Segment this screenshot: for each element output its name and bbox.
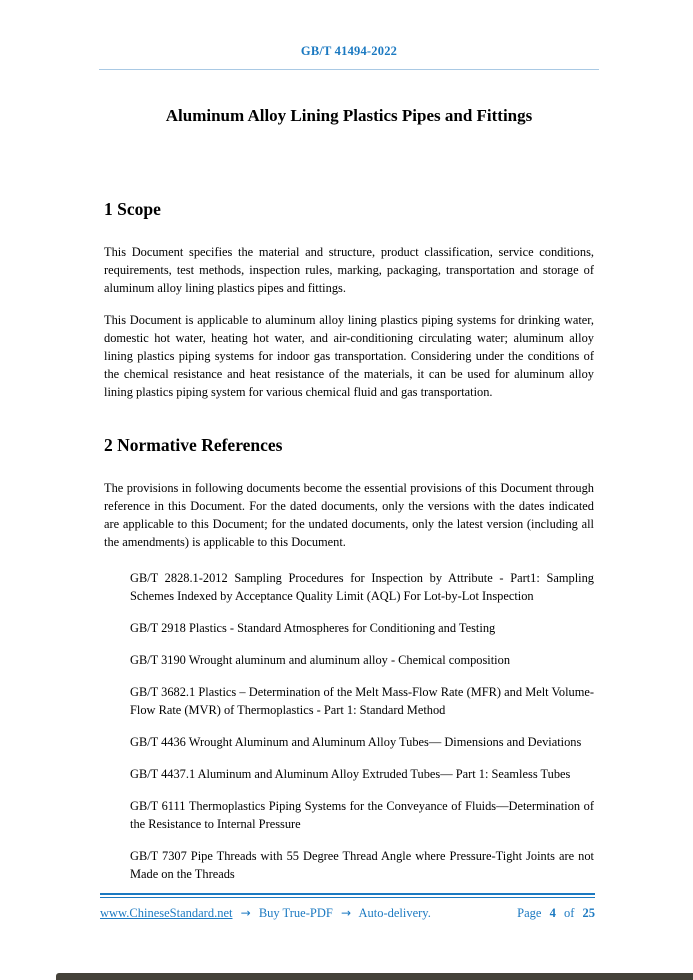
section-scope — [104, 199, 594, 401]
reference-list — [130, 569, 594, 883]
normative-intro-paragraph: The provisions in following documents become the essential provisions of this Document through reference in this Document. For the dated documents, only the versions with the dates indicated are applicable to this Document; for the undated documents, only the latest version (including all the amendments) is applicable to this Document. — [104, 481, 594, 549]
page-label: Page — [517, 906, 542, 920]
reference-item: GB/T 2828.1-2012 Sampling Procedures for Inspection by Attribute - Part1: Sampling Schemes Indexed by Acceptance Quality Limit (AQL) For Lot-by-Lot Inspection — [130, 571, 594, 603]
footer-divider — [100, 893, 595, 898]
footer-buy-text: Buy True-PDF — [258, 906, 333, 920]
website-link[interactable]: www.ChineseStandard.net — [100, 906, 233, 920]
page-of-label: of — [563, 906, 575, 920]
reference-item: GB/T 4436 Wrought Aluminum and Aluminum Alloy Tubes— Dimensions and Deviations — [130, 735, 582, 749]
page-total: 25 — [582, 906, 595, 920]
footer-delivery-text: Auto-delivery. — [358, 906, 431, 920]
arrow-icon: → — [340, 906, 351, 920]
page-header — [104, 44, 594, 70]
reference-item: GB/T 3682.1 Plastics – Determination of the Melt Mass-Flow Rate (MFR) and Melt Volume-Flow Rate (MVR) of Thermoplastics - Part 1: Standard Method — [130, 685, 594, 717]
reference-item: GB/T 2918 Plastics - Standard Atmospheres for Conditioning and Testing — [130, 621, 496, 635]
reference-item: GB/T 6111 Thermoplastics Piping Systems for the Conveyance of Fluids—Determination of the Resistance to Internal Pressure — [130, 799, 594, 831]
arrow-icon: → — [240, 906, 251, 920]
page-current: 4 — [549, 906, 556, 920]
header-divider — [99, 69, 599, 70]
scope-paragraph-1: This Document specifies the material and structure, product classification, service conditions, requirements, test methods, inspection rules, marking, packaging, transportation and storage of aluminum alloy lining plastics pipes and fittings. — [104, 245, 594, 295]
section-heading-normative-references: 2 Normative References — [104, 435, 283, 455]
scope-paragraph-2: This Document is applicable to aluminum alloy lining plastics piping systems for drinking water, domestic hot water, heating hot water, and air-conditioning circulating water; aluminum alloy lining plastics piping systems for indoor gas transportation. Considering under the conditions of the chemical resistance and heat resistance of the materials, it can be used for aluminum alloy lining plastics piping system for various chemical fluid and gas transportation. — [104, 313, 594, 399]
reference-item: GB/T 7307 Pipe Threads with 55 Degree Thread Angle where Pressure-Tight Joints are not Made on the Threads — [130, 849, 594, 881]
section-heading-scope: 1 Scope — [104, 199, 161, 219]
reference-item: GB/T 3190 Wrought aluminum and aluminum alloy - Chemical composition — [130, 653, 511, 667]
section-normative-references — [104, 435, 594, 883]
page-edge-shadow — [56, 973, 693, 980]
reference-item: GB/T 4437.1 Aluminum and Aluminum Alloy Extruded Tubes— Part 1: Seamless Tubes — [130, 767, 571, 781]
footer-row — [100, 905, 595, 921]
page-footer — [100, 893, 595, 921]
page-indicator — [512, 905, 595, 921]
footer-promo — [100, 905, 436, 921]
standard-number: GB/T 41494-2022 — [300, 44, 398, 58]
document-title: Aluminum Alloy Lining Plastics Pipes and Fittings — [165, 106, 533, 125]
